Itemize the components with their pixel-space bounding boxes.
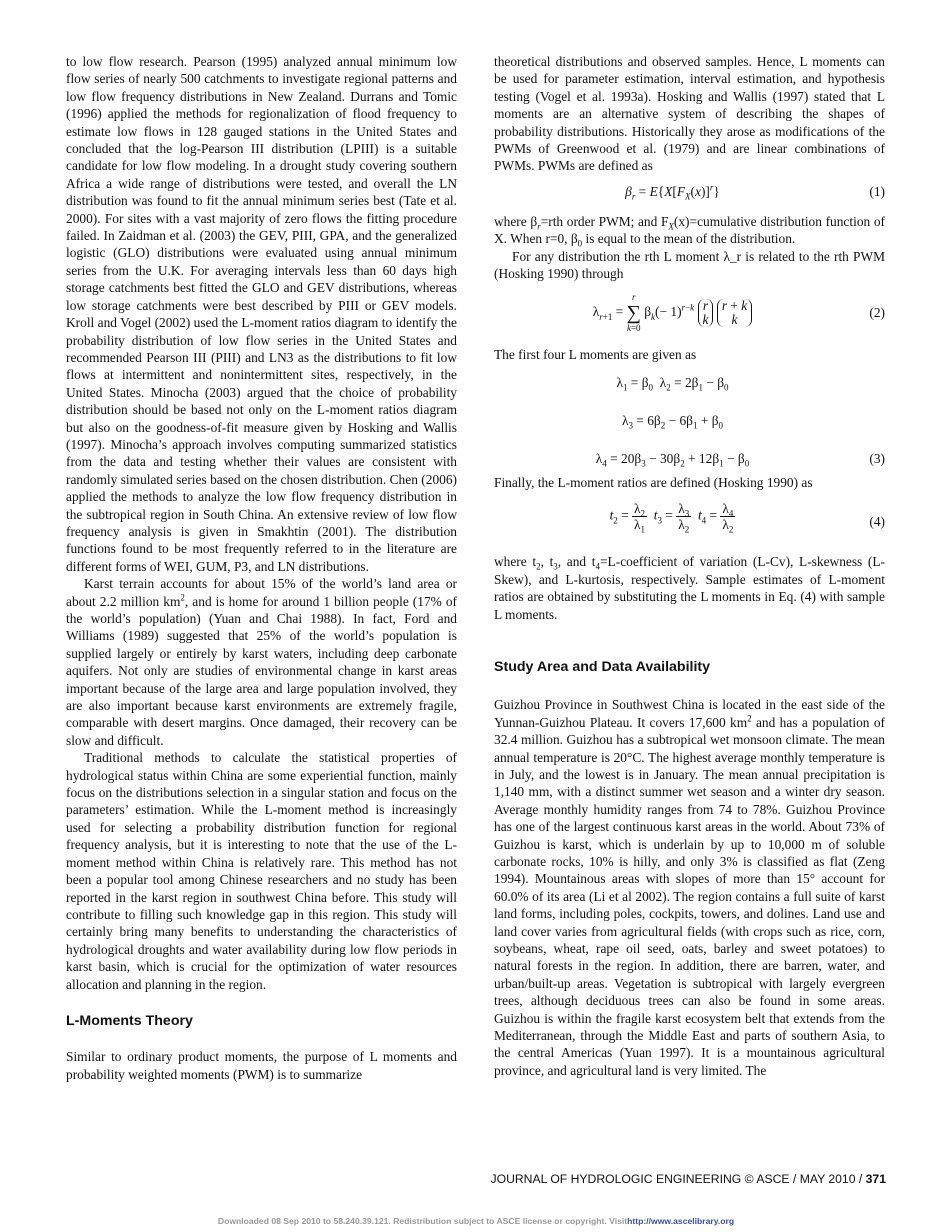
p6-e: , and t: [557, 554, 596, 570]
equation-1-number: (1): [869, 183, 885, 199]
p2-f: 0: [577, 238, 583, 249]
p2-b: r: [537, 221, 541, 232]
equation-1-formula: $\beta_r = E\{X[F_X(x)]^r\}$: [625, 182, 720, 202]
page-number: 371: [865, 1172, 886, 1186]
p2-d: X: [668, 221, 674, 232]
left-paragraph-4: Similar to ordinary product moments, the purpose of L moments and probability weighted moments (PWM) is to summarize: [66, 1049, 457, 1082]
right-paragraph-2: [494, 213, 885, 248]
download-notice: [0, 1216, 952, 1226]
p6-b: 2: [536, 561, 541, 572]
equation-1: [494, 175, 885, 213]
right-paragraph-4: The first four L moments are given as: [494, 347, 697, 363]
right-paragraph-3: For any distribution the rth L moment λ_r is related to the rth PWM (Hosking 1990) through: [494, 248, 885, 282]
journal-footer: [440, 1172, 886, 1186]
equation-4: [494, 491, 885, 553]
p6-a: where t: [494, 554, 537, 570]
right-column: [494, 53, 885, 1079]
asce-library-link[interactable]: http://www.ascelibrary.org: [627, 1216, 735, 1226]
section-heading-lmoments: L-Moments Theory: [66, 1012, 193, 1029]
equation-3: [494, 364, 885, 474]
equation-2-number: (2): [869, 305, 885, 321]
p2-c: =rth order PWM; and F: [540, 213, 669, 229]
right-paragraph-5: Finally, the L-moment ratios are defined (Hosking 1990) as: [494, 474, 813, 490]
equation-2-formula: $\lambda_{r+1}$ = r ∑ k=0 $\beta_k(- 1)^{r-k}$ r k r + k k: [494, 292, 851, 334]
equation-4-number: (4): [869, 514, 885, 530]
left-paragraph-3: Traditional methods to calculate the statistical properties of hydrological status within China are some experiential function, mainly focus on the distributions selection in a singular station and focus on the parameters’ estimation. While the L-moment method is increasingly used for selecting a probability distribution function for regional frequency analysis, but it is interesting to note that the use of the L-moment method within China is relatively rare. This method has not been a popular tool among Chinese researchers and no study has been reported in the karst region in southwest China before. This study will contribute to filling such knowledge gap in this region. This study will certainly bring many benefits to understanding the characteristics of hydrological droughts and water availability during low flow periods in karst basin, which is crucial for the optimization of water resources allocation and planning in the region.: [66, 750, 457, 992]
left-paragraph-1: to low flow research. Pearson (1995) analyzed annual minimum low flow series of nearly 500 catchments to investigate regional patterns and low flow frequency distributions in New Zealand. Durrans and Tomic (1996) applied the methods for regionalization of flood frequency to estimate low flows in 128 gauged stations in the United States and concluded that the log-Pearson III distribution (LPIII) is a suitable candidate for low flow modeling. In a drought study covering southern Africa a wide range of distributions were tested, and overall the LN distribution was found to fit the annual minimum series best (Tate et al. 2000). For sites with a vast majority of zero flows the fitting procedure failed. In Zaidman et al. (2003) the GEV, PIII, GPA, and the generalized logistic (GLO) distributions were evaluated using annual minimum series from the U.K. For averaging intervals less than 60 days high storage catchments best fitted the GLO and GEV distributions, whereas low storage catchments were best described by PIII or GEV models. Kroll and Vogel (2002) used the L-moment ratios diagram to identify the probability distribution of low flow series in the United States and recommended Pearson III (PIII) and LN3 as the distributions to fit low flows at intermittent and nonintermittent sites, respectively, in the United States. Minocha (2003) argued that the choice of probability distribution should be based not only on the L-moment ratios diagram but also on the goodness-of-fit measure given by Hosking and Wallis (1997). Minocha’s approach involves computing summarized statistics from the data and testing whether their values are consistent with randomly simulated series based on the chosen distribution. Chen (2006) applied the methods to analyze the low flow frequency distribution in the subtropical region in South China. An extensive review of low flow frequency analysis is given in Smakhtin (2001). The distribution functions found to be most frequently referred to in the literature are different forms of WEI, GUM, P3, and LN distributions.: [66, 54, 457, 574]
p7-b: and has a population of 32.4 million. Guizhou has a subtropical wet monsoon climate. The mean annual temperature is 20°C. The highest average monthly temperature is in July, and the lowest is in January. The mean annual precipitation is 1,140 mm, with a distinct summer wet season and a winter dry season. Average monthly humidity ranges from 74 to 78%. Guizhou Province has one of the largest continuous karst areas in the world. About 73% of Guizhou is karst, which is underlain by up to 10,000 m of soluble carbonate rocks, 10% is hilly, and only 3% is classified as flat (Zeng 1994). Mountainous areas with slopes of more than 15° account for 60.0% of its area (Li et al 2002). The region contains a full suite of karst land forms, including poles, cockpits, towers, and dolines. Land use and land cover varies from agricultural fields (with crops such as rice, corn, soybeans, wheat, rape oil seed, oats, barley and sweet potatoes) to natural forests in the region. In addition, there are barren, water, and urban/built-up areas. Vegetation is subtropical with largely evergreen trees, although deciduous trees can also be found in some areas. Guizhou is within the fragile karst ecosystem belt that extends from the Mediterranean, through the Middle East and parts of southern Asia, to the central Americas (Yuan 1997). It is a mountainous agricultural province, and agricultural land is very limited. The: [494, 714, 885, 1078]
p6-d: 3: [553, 561, 558, 572]
binom-1: r k: [698, 299, 714, 327]
p2-text-b: , and is home for around 1 billion people (17% of the world’s population) (Yuan and Chai 1988). In fact, Ford and Williams (1989) suggested that 25% of the world’s population is supplied largely or entirely by karst waters, including deep carbonate aquifers. Not only are studies of environmental change in karst areas important because of the large area and large population involved, they are also important because karst environments are extremely fragile, comparable with desert margins. Once damaged, their recovery can be slow and difficult.: [66, 593, 457, 748]
right-paragraph-7: [494, 696, 885, 1079]
journal-footer-text: JOURNAL OF HYDROLOGIC ENGINEERING © ASCE / MAY 2010 /: [490, 1172, 866, 1186]
equation-4-formula: $t_2$ = $\frac{\lambda_2}{\lambda_1}$ $t_3$ = $\frac{\lambda_3}{\lambda_2}$ $t_4$ = $\frac{\lambda_4}{\lambda_2}$: [609, 501, 734, 535]
sum-symbol: r ∑ k=0: [626, 292, 641, 334]
p6-c: , t: [540, 554, 554, 570]
equation-3-line-2: $\lambda_3 = 6\beta_2 - 6\beta_1 + \beta_0$: [621, 412, 724, 431]
equation-3-line-3: $\lambda_4 = 20\beta_3 - 30\beta_2 + 12\beta_1 - \beta_0$: [595, 450, 750, 469]
p2-g: is equal to the mean of the distribution.: [582, 231, 796, 247]
right-paragraph-1: theoretical distributions and observed samples. Hence, L moments can be used for parameter estimation, interval estimation, and hypothesis testing (Vogel et al. 1993a). Hosking and Wallis (1997) stated that L moments are an alternative system of describing the shapes of probability distributions. Historically they arose as modifications of the PWMs of Greenwood et al. (1979) and are linear combinations of PWMs. PWMs are defined as: [494, 54, 885, 174]
p6-f: 4: [595, 561, 600, 572]
equation-3-line-1: $\lambda_1 = \beta_0$ $\lambda_2 = 2\beta_1 - \beta_0$: [616, 374, 729, 393]
right-paragraph-6: [494, 553, 885, 623]
p6-g: =L-coefficient of variation (L-Cv), L-skewness (L-Skew), and L-kurtosis, respectively. Sample estimates of L-moment ratios are obtained by substituting the L moments in Eq. (4) with sample L moments.: [494, 554, 886, 622]
left-column: [66, 53, 457, 1083]
section-heading-study-area: Study Area and Data Availability: [494, 658, 711, 675]
p7-sup: 2: [747, 713, 752, 724]
p2-sup: 2: [180, 592, 185, 603]
p2-text-a: Karst terrain accounts for about 15% of the world’s land area or about 2.2 million km: [66, 576, 457, 609]
equation-2: [494, 282, 885, 346]
p2-a: where β: [494, 213, 538, 229]
p7-a: Guizhou Province in Southwest China is located in the east side of the Yunnan-Guizhou Plateau. It covers 17,600 km: [494, 697, 885, 730]
equation-3-number: (3): [869, 450, 885, 466]
left-paragraph-2: [66, 575, 457, 749]
p2-e: (x)=cumulative distribution function of X. When r=0, β: [494, 213, 885, 247]
binom-2: r + k k: [717, 299, 752, 327]
download-text: Downloaded 08 Sep 2010 to 58.240.39.121. Redistribution subject to ASCE license or copyright. Visit: [217, 1216, 628, 1226]
